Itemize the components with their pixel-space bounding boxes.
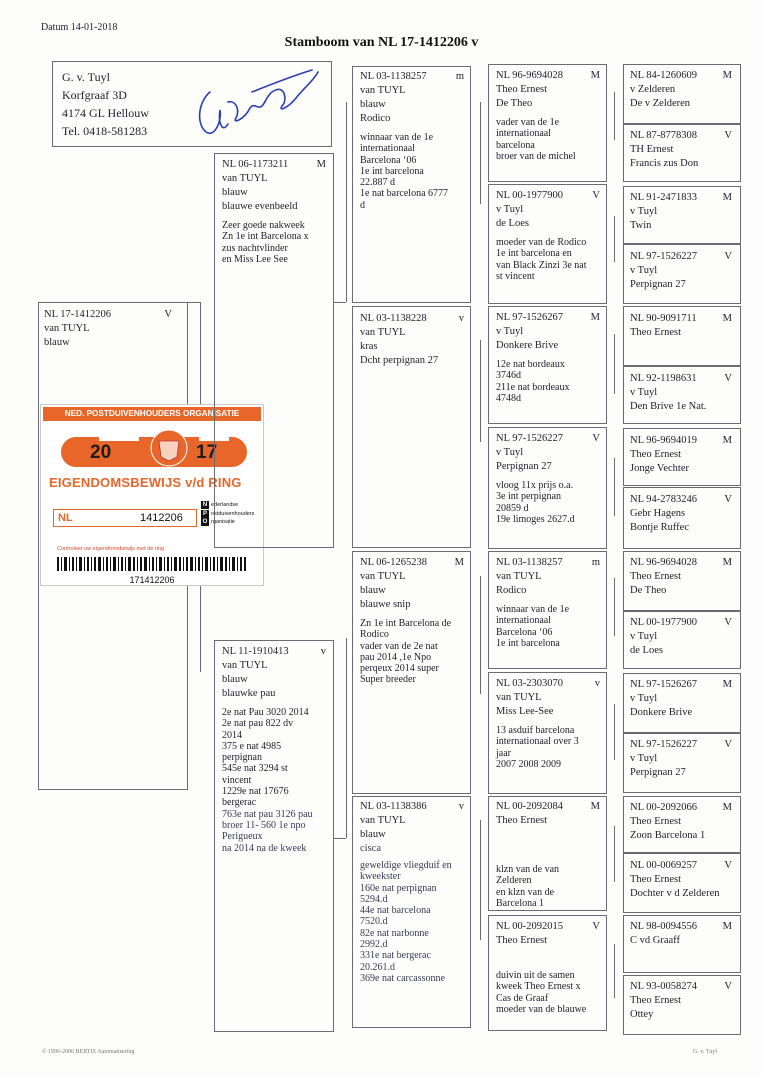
sire-color: blauw: [222, 187, 248, 198]
grandparent-info: NL 03-1138386 v van TUYL blauw cisca geweldige vliegduif en kweekster 160e nat perpignan 5294.d 44e nat barcelona 7520.d 82e nat narbonne 2992.d 331e nat bergerac 20.261.d 369e nat carcassonne: [360, 801, 464, 984]
gg-grandparent-info: NL 94-2783246 V Gebr Hagens Bontje Ruffec: [630, 494, 732, 533]
connector: [614, 92, 615, 140]
great-grandparent-info: NL 96-9694028 M Theo Ernest De Theo vader van de 1e internationaal barcelona broer van de michel: [496, 70, 600, 162]
connector: [334, 838, 346, 839]
grandparent-info: NL 03-1138228 v van TUYL kras Dcht perpignan 27: [360, 313, 464, 366]
subject-ring: NL 17-1412206: [44, 309, 111, 320]
card-country: NL: [58, 512, 73, 524]
dam-name: blauwke pau: [222, 688, 276, 699]
dam-info: [222, 645, 326, 854]
grandparent-info: NL 06-1265238 M van TUYL blauw blauwe snip Zn 1e int Barcelona de Rodico vader van de 2e nat pau 2014 ,1e Npo perqeux 2014 super Super breeder: [360, 557, 464, 686]
grandparent-info: NL 03-1138257 m van TUYL blauw Rodico winnaar van de 1e internationaal Barcelona ‘06 1e int barcelona 22.887 d 1e nat barcelona 6777 d: [360, 71, 464, 211]
dam-ring: NL 11-1910413: [222, 646, 289, 657]
sire-notes: Zeer goede nakweek Zn 1e int Barcelona x zus nachtvlinder en Miss Lee See: [222, 220, 309, 265]
owner-contact: [62, 68, 149, 140]
footer-copyright: © 1996-2006 BERTIS Automatisering: [42, 1049, 135, 1055]
connector: [614, 944, 615, 998]
card-org-initials: N ederlandse P ostduivenhouders O rganisatie: [202, 502, 255, 525]
subject-owner: van TUYL: [44, 323, 90, 334]
card-barcode-text: 171412206: [129, 575, 175, 585]
connector: [480, 340, 481, 442]
page-title: Stamboom van NL 17-1412206 v: [284, 35, 479, 50]
card-barcode: [57, 557, 247, 571]
connector: [346, 102, 347, 302]
dam-notes: 2e nat Pau 3020 2014 2e nat pau 822 dv 2014 375 e nat 4985 perpignan 545e nat 3294 st vincent 1229e nat 17676 bergerac 763e nat pau 3126 pau broer 11- 560 1e npo Perigueux na 2014 na de kweek: [222, 707, 313, 854]
owner-city: 4174 GL Hellouw: [62, 106, 149, 120]
sire-owner: van TUYL: [222, 173, 268, 184]
connector: [188, 302, 200, 303]
dam-color: blauw: [222, 674, 248, 685]
gg-grandparent-info: NL 96-9694028 M Theo Ernest De Theo: [630, 557, 732, 596]
connector: [480, 102, 481, 204]
dam-sex: v: [320, 646, 326, 657]
gg-grandparent-info: NL 91-2471833 M v Tuyl Twin: [630, 192, 732, 231]
gg-grandparent-info: NL 84-1260609 M v Zelderen De v Zelderen: [630, 70, 732, 109]
gg-grandparent-info: NL 92-1198631 V v Tuyl Den Brive 1e Nat.: [630, 373, 732, 412]
connector: [346, 638, 347, 838]
subject-color: blauw: [44, 337, 70, 348]
card-control-text: Controleer uw eigendomsbewijs met de ring: [57, 546, 164, 552]
card-year-left: 20: [90, 442, 112, 463]
sire-sex: M: [316, 159, 326, 170]
connector: [480, 576, 481, 694]
subject-info: [44, 308, 172, 350]
great-grandparent-info: NL 97-1526227 V v Tuyl Perpignan 27 vloog 11x prijs o.a. 3e int perpignan 20859 d 19e limoges 2627.d: [496, 433, 600, 525]
gg-grandparent-info: NL 00-1977900 V v Tuyl de Loes: [630, 617, 732, 656]
card-ring-field: [53, 509, 197, 527]
print-date: Datum 14-01-2018: [41, 22, 118, 33]
footer-owner: G. v. Tuyl: [693, 1049, 717, 1055]
card-year-right: 17: [196, 442, 218, 463]
great-grandparent-info: NL 03-2303070 v van TUYL Miss Lee-See 13 asduif barcelona internationaal over 3 jaar 2007 2008 2009: [496, 678, 600, 770]
owner-street: Korfgraaf 3D: [62, 88, 127, 102]
gg-grandparent-info: NL 00-0069257 V Theo Ernest Dochter v d Zelderen: [630, 860, 732, 899]
connector: [480, 820, 481, 940]
great-grandparent-info: NL 97-1526267 M v Tuyl Donkere Brive 12e nat bordeaux 3746d 211e nat bordeaux 4748d: [496, 312, 600, 404]
connector: [334, 302, 346, 303]
great-grandparent-info: NL 03-1138257 m van TUYL Rodico winnaar van de 1e internationaal Barcelona ‘06 1e int barcelona: [496, 557, 600, 649]
signature: [192, 62, 322, 142]
gg-grandparent-info: NL 98-0094556 M C vd Graaff: [630, 921, 732, 946]
gg-grandparent-info: NL 97-1526267 M v Tuyl Donkere Brive: [630, 679, 732, 718]
sire-info: [222, 158, 326, 265]
gg-grandparent-info: NL 90-9091711 M Theo Ernest: [630, 313, 732, 338]
dam-owner: van TUYL: [222, 660, 268, 671]
gg-grandparent-info: NL 00-2092066 M Theo Ernest Zoon Barcelona 1: [630, 802, 732, 841]
connector: [614, 826, 615, 882]
great-grandparent-info: NL 00-2092015 V Theo Ernest duivin uit de samen kweek Theo Ernest x Cas de Graaf moeder van de blauwe: [496, 921, 600, 1015]
gg-grandparent-info: NL 97-1526227 V v Tuyl Perpignan 27: [630, 251, 732, 290]
connector: [614, 334, 615, 394]
owner-phone: Tel. 0418-581283: [62, 124, 148, 138]
card-title: EIGENDOMSBEWIJS v/d RING: [49, 475, 242, 490]
sire-name: blauwe evenbeeld: [222, 201, 298, 212]
gg-grandparent-info: NL 96-9694019 M Theo Ernest Jonge Vechter: [630, 435, 732, 474]
great-grandparent-info: NL 00-2092084 M Theo Ernest klzn van de van Zelderen en klzn van de Barcelona 1: [496, 801, 600, 909]
connector: [614, 458, 615, 516]
card-number: 1412206: [140, 512, 183, 524]
subject-sex: V: [164, 309, 172, 320]
gg-grandparent-info: NL 87-8778308 V TH Ernest Francis zus Don: [630, 130, 732, 169]
owner-name: G. v. Tuyl: [62, 70, 110, 84]
gg-grandparent-info: NL 93-0058274 V Theo Ernest Ottey: [630, 981, 732, 1020]
connector: [614, 216, 615, 262]
connector: [614, 578, 615, 636]
sire-ring: NL 06-1173211: [222, 159, 289, 170]
connector: [614, 704, 615, 760]
gg-grandparent-info: NL 97-1526227 V v Tuyl Perpignan 27: [630, 739, 732, 778]
great-grandparent-info: NL 00-1977900 V v Tuyl de Loes moeder van de Rodico 1e int barcelona en van Black Zinzi 3e nat st vincent: [496, 190, 600, 282]
card-org: NED. POSTDUIVENHOUDERS ORGANISATIE: [43, 407, 261, 421]
